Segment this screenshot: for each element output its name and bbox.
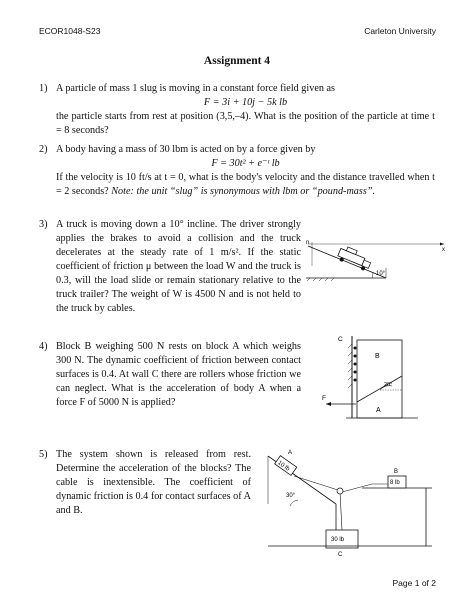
problem-text: If the velocity is 10 ft/s at t = 0, what is the body's velocity and the distance travelled when t = 2 seconds? Note: the unit “slug” is synonymous with lbm or “pound-mass”. <box>56 172 435 197</box>
problem-text: Block B weighing 500 N rests on block A which weighs 300 N. The dynamic coefficient of friction between contact surfaces is 0.4. At wall C there are rollers whose friction we can neglect. What is the acceleration of body A when a force F of 5000 N is applied? <box>56 341 301 408</box>
block-c-weight: 30 lb <box>331 537 345 543</box>
split-angle-label: 20° <box>384 382 393 388</box>
block-a-label: A <box>288 450 293 456</box>
problem-equation: F = 3i + 10j − 5k lb <box>203 97 288 108</box>
problem-note: Note: the unit “slug” is synonymous with lbm or “pound-mass”. <box>111 186 376 197</box>
problem-equation: F = 30t² + e⁻ᵗ lb <box>211 158 280 169</box>
page-title: Assignment 4 <box>203 55 271 67</box>
problem-number: 4) <box>39 341 48 352</box>
problem-number: 3) <box>39 219 48 230</box>
force-f-label: F <box>322 395 326 402</box>
problem-number: 1) <box>39 83 48 94</box>
incline-angle-label: 10° <box>376 271 386 277</box>
course-code: ECOR1048-S23 <box>39 26 101 36</box>
pulley-system-figure <box>262 442 434 568</box>
problem-3 <box>39 218 301 316</box>
truck-incline-figure <box>302 238 448 300</box>
problem-text: the particle starts from rest at position (3,5,–4). What is the position of the particle at time t = 8 seconds? <box>56 111 435 136</box>
problem-text: A particle of mass 1 slug is moving in a constant force field given as <box>56 83 335 94</box>
problem-4 <box>39 340 301 410</box>
axis-n-label: n <box>306 240 310 246</box>
block-b-label: B <box>394 469 399 475</box>
problem-text: The system shown is released from rest. Determine the acceleration of the blocks? The cable is inextensible. The coefficient of dynamic friction is 0.4 for contact surfaces of A and B. <box>56 449 251 516</box>
incline-angle-label: 30° <box>286 493 296 499</box>
block-c-label: C <box>338 552 343 558</box>
problem-2 <box>39 143 435 199</box>
problem-5 <box>39 448 251 518</box>
blocks-wall-figure <box>318 330 424 426</box>
problem-number: 5) <box>39 449 48 460</box>
problem-text: A body having a mass of 30 lbm is acted on by a force given by <box>56 144 316 155</box>
university-name: Carleton University <box>364 26 436 36</box>
axis-x-label: x <box>442 247 445 253</box>
problem-text: A truck is moving down a 10° incline. The driver strongly applies the brakes to avoid a collision and the truck decelerates at the steady rate of 1 m/s². If the static coefficient of friction μ between the load W and the truck is 0.3, will the load slide or remain stationary relative to the truck trailer? The weight of W is 4500 N and is not held to the truck by cables. <box>56 219 301 314</box>
problem-1 <box>39 82 435 138</box>
block-a-label: A <box>376 407 381 414</box>
problem-number: 2) <box>39 144 48 155</box>
block-b-weight: 8 lb <box>390 480 400 486</box>
page-number: Page 1 of 2 <box>392 578 436 588</box>
wall-c-label: C <box>338 336 343 343</box>
block-b-label: B <box>375 353 380 360</box>
block-a-weight: 10 lb <box>276 460 291 473</box>
